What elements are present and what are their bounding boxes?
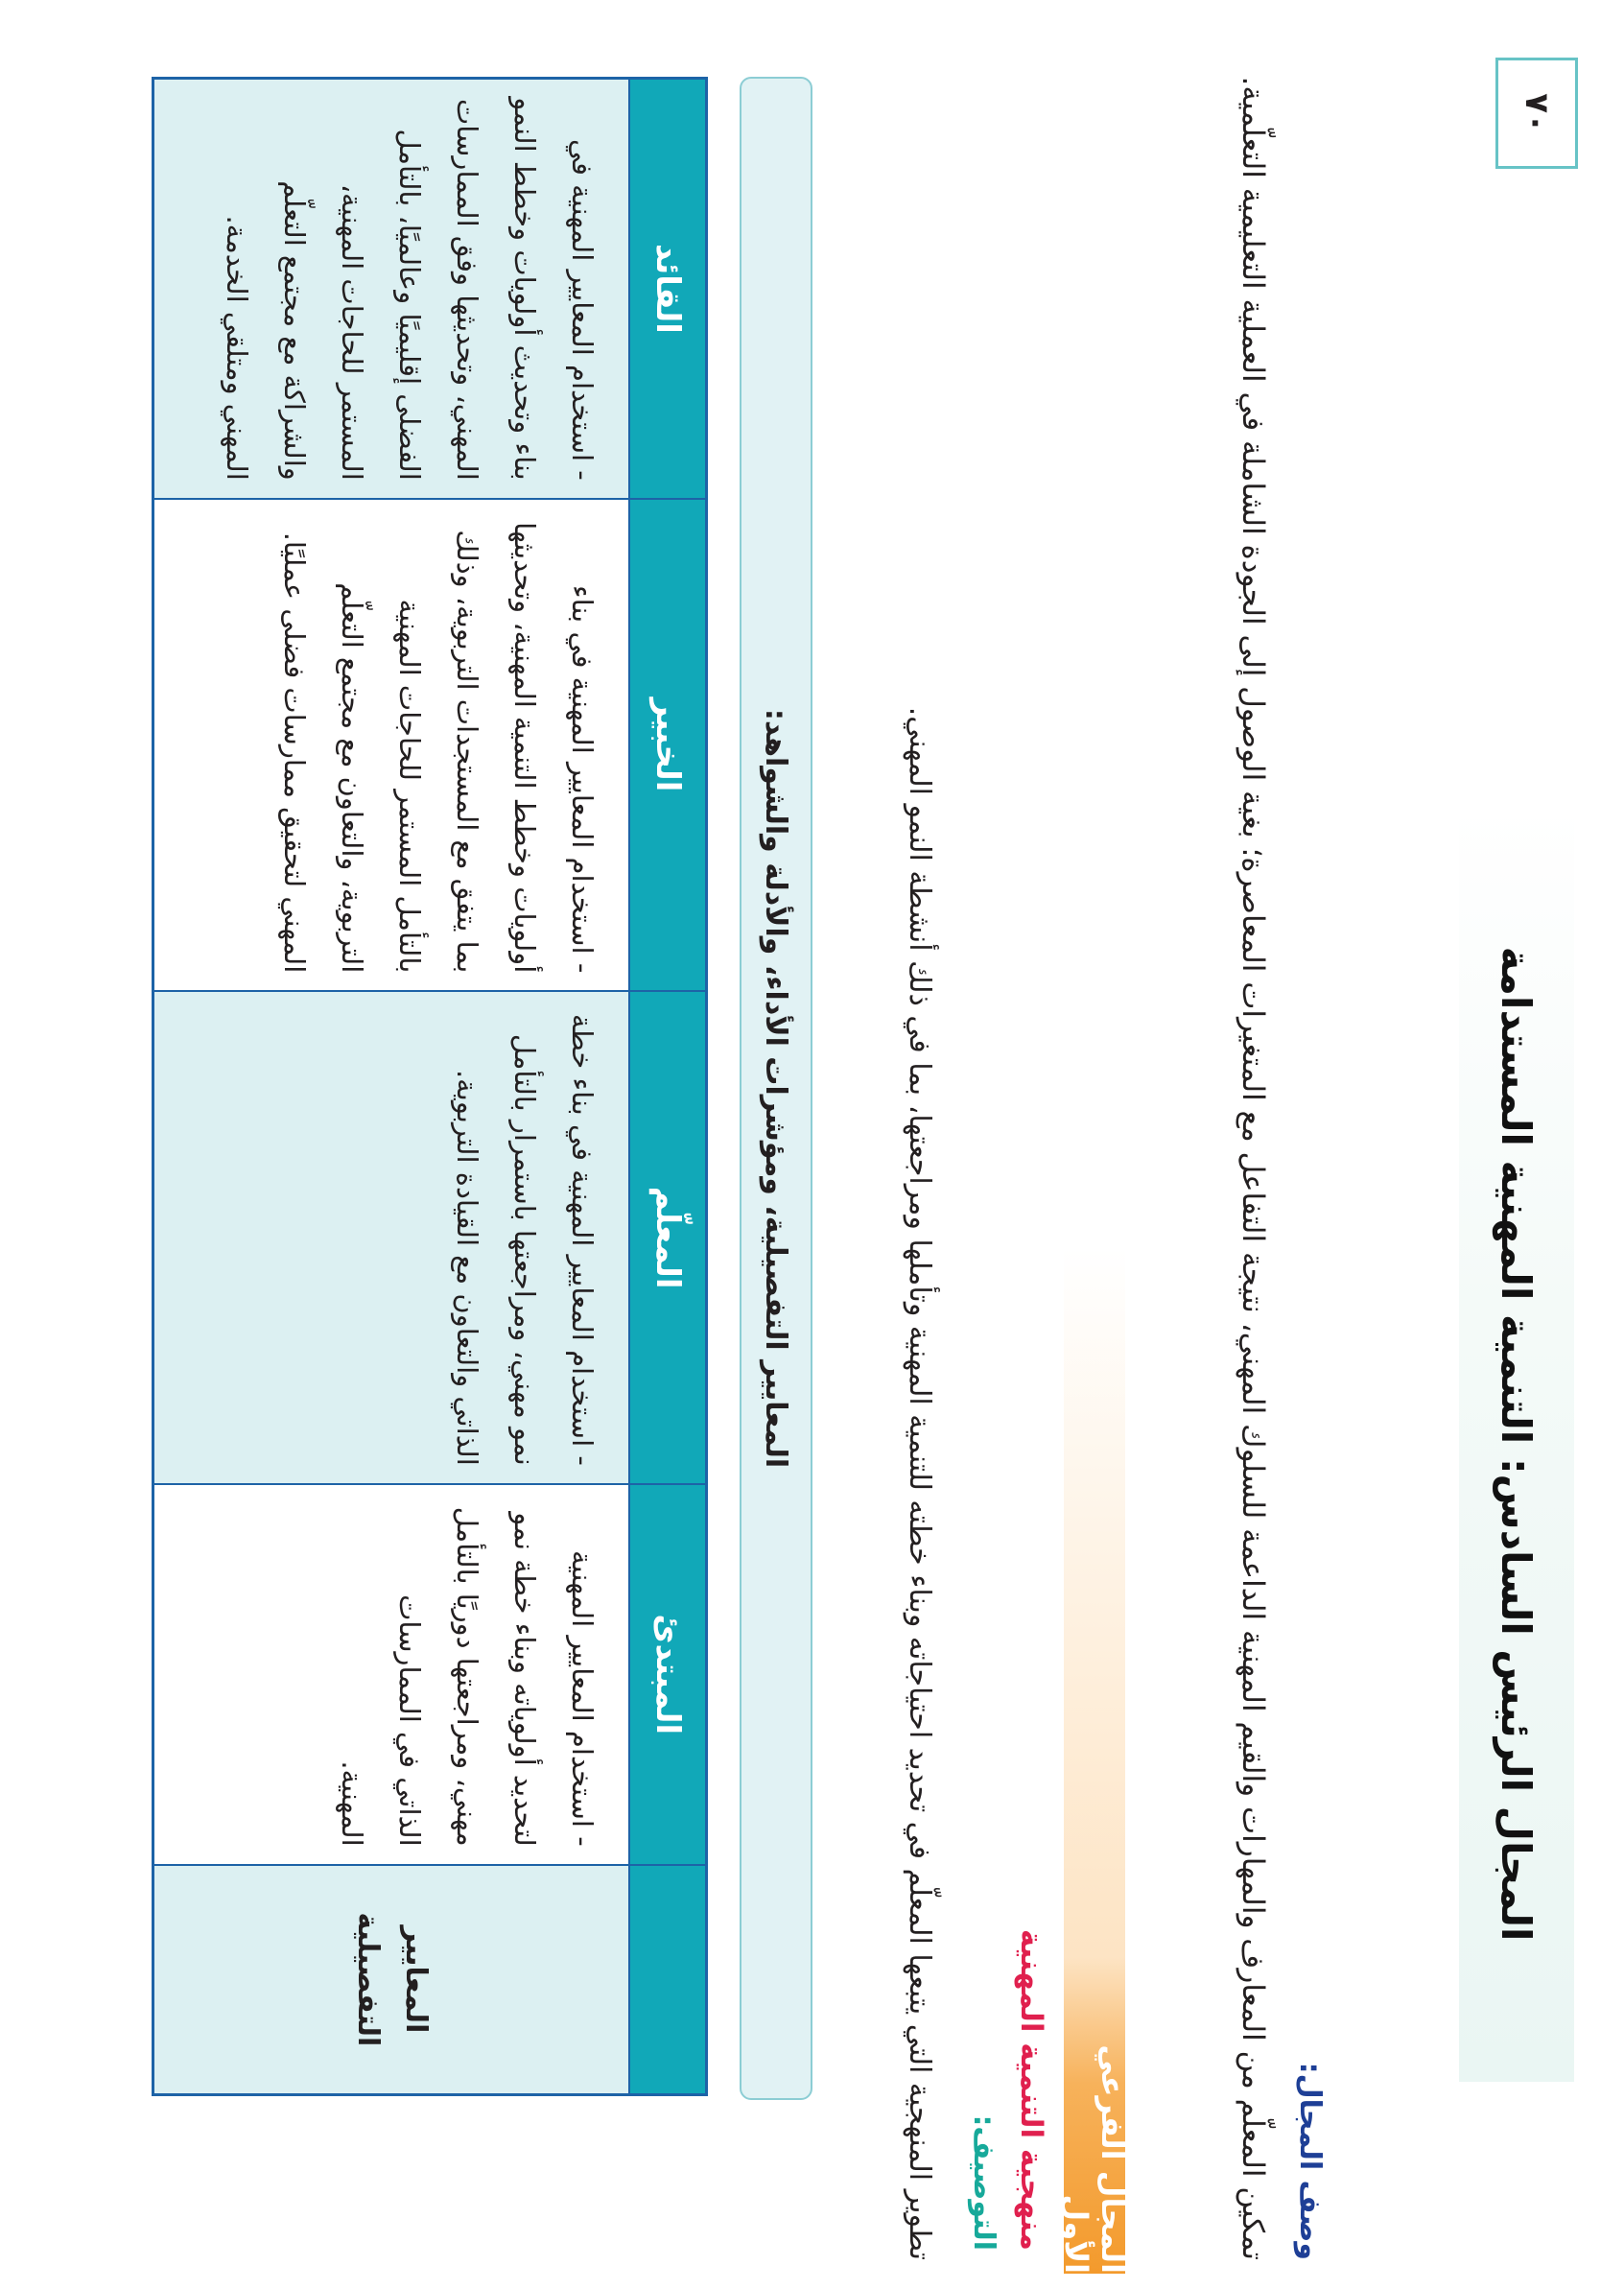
domain-description-heading: وصف المجال:: [1293, 2062, 1327, 2260]
cell-criteria-label: [154, 1866, 628, 2093]
criteria-table: [152, 77, 708, 2096]
subdomain-band-label: المجال الفرعي الأول: [1058, 2044, 1131, 2274]
subdomain-band: [1058, 1957, 1131, 2274]
header-leader: القائد: [628, 80, 705, 498]
header-teacher: المعلّم: [628, 992, 705, 1483]
page-number: ٧٠: [1518, 93, 1556, 133]
subdomain-description-heading: التوصيف:: [967, 2114, 1000, 2251]
cell-leader: - استخدام المعايير المهنية في بناء وتحديث أولويات وخطط النمو المهني، وتحديثها وفق الممارسات الفضلى إقليميًا وعالميًا، بالتأمل المستمر للحاجات المهنية، والشراكة مع مجتمع التعلّم المهني ومتلقي الخدمة.: [154, 80, 628, 498]
cell-teacher: - استخدام المعايير المهنية في بناء خطة نمو مهني، ومراجعتها باستمرار بالتأمل الذاتي والتعاون مع القيادة التربوية.: [154, 992, 628, 1483]
column-criteria: [154, 1864, 705, 2093]
column-leader: [154, 80, 705, 498]
criteria-caption: المعايير التفصيلية، ومؤشرات الأداء، والأدلة والشواهد:: [759, 708, 793, 1469]
subdomain-band-fade: [1064, 1247, 1125, 1957]
domain-description-text: تمكين المعلّم من المعارف والمهارات والقيم المهنية الداعمة للسلوك المهني، نتيجة التفاعل مع المتغيرات المعاصرة؛ بغية الوصول إلى الجودة الشاملة في العملية التعليمية التعلّمية.: [1236, 76, 1270, 2260]
column-teacher: [154, 990, 705, 1483]
subdomain-description-text: تطوير المنهجية التي يتبعها المعلّم في تحديد احتياجاته وبناء خطته للتنمية المهنية وتأملها ومراجعتها، بما في ذلك أنشطة النمو المهني.: [903, 706, 936, 2260]
page-number-box: [1495, 58, 1578, 169]
cell-expert: - استخدام المعايير المهنية في بناء أولويات وخطط التنمية المهنية، وتحديثها بما يتفق مع المستجدات التربوية، وذلك بالتأمل المستمر للحاجات المهنية التربوية، والتعاون مع مجتمع التعلّم المهني لتحقيق ممارسات فضلى عمليًا.: [154, 500, 628, 991]
header-expert: الخبير: [628, 500, 705, 991]
criteria-label: المعايير التفصيلية: [351, 1912, 433, 2047]
subdomain-title: منهجية التنمية المهنية: [1014, 1928, 1048, 2251]
column-beginner: [154, 1483, 705, 1864]
criteria-caption-bar: [740, 77, 812, 2100]
cell-beginner: - استخدام المعايير المهنية لتحديد أولوياته وبناء خطة نمو مهني، ومراجعتها دوريًا بالتأمل الذاتي في الممارسات المهنية.: [154, 1485, 628, 1864]
column-expert: [154, 498, 705, 991]
header-criteria-empty: [628, 1866, 705, 2093]
title-band: [1459, 806, 1574, 2082]
page-title: المجال الرئيس السادس: التنمية المهنية المستدامة: [1493, 946, 1541, 1942]
header-beginner: المبتدئ: [628, 1485, 705, 1864]
